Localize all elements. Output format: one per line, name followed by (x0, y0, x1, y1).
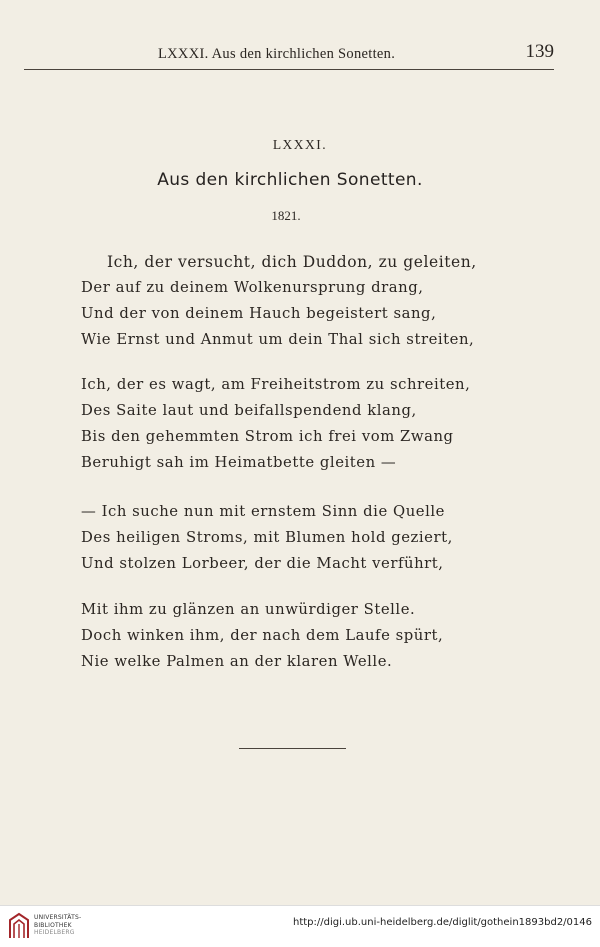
library-name-line: BIBLIOTHEK (34, 921, 72, 929)
poem-line: Mit ihm zu glänzen an unwürdiger Stelle. (81, 601, 416, 618)
source-url-link[interactable]: http://digi.ub.uni-heidelberg.de/diglit/gothein1893bd2/0146 (292, 917, 592, 928)
heidelberg-library-logo-icon (8, 912, 30, 940)
poem-line: Doch winken ihm, der nach dem Laufe spürt, (81, 627, 444, 644)
poem-line: Ich, der versucht, dich Duddon, zu geleiten, (107, 253, 477, 271)
poem-line: Ich, der es wagt, am Freiheitstrom zu schreiten, (81, 376, 471, 393)
library-name (34, 914, 94, 937)
library-name-line: HEIDELBERG (34, 929, 75, 936)
poem-year: 1821. (271, 208, 301, 223)
viewer-footer (0, 905, 600, 947)
poem-line: Und der von deinem Hauch begeistert sang, (81, 305, 437, 322)
poem-line: — Ich suche nun mit ernstem Sinn die Quelle (81, 503, 445, 520)
poem-line: Bis den gehemmten Strom ich frei vom Zwang (81, 428, 454, 445)
poem-title: Aus den kirchlichen Sonetten. (157, 170, 423, 190)
poem-line: Wie Ernst und Anmut um dein Thal sich streiten, (81, 331, 475, 348)
poem-line: Und stolzen Lorbeer, der die Macht verführt, (81, 555, 444, 572)
page-number: 139 (525, 41, 554, 62)
poem-line: Beruhigt sah im Heimatbette gleiten — (81, 454, 397, 471)
end-rule (239, 748, 346, 749)
stanza-3 (81, 499, 521, 577)
poem-line: Nie welke Palmen an der klaren Welle. (81, 653, 393, 670)
stanza-4 (81, 597, 521, 675)
stanza-2 (81, 372, 521, 476)
running-head-title: LXXXI. Aus den kirchlichen Sonetten. (158, 46, 396, 62)
stanza-1 (81, 249, 521, 353)
poem-line: Der auf zu deinem Wolkenursprung drang, (81, 279, 424, 296)
poem-line: Des heiligen Stroms, mit Blumen hold geziert, (81, 529, 453, 546)
poem-number: LXXXI. (272, 137, 328, 152)
header-rule (24, 69, 554, 70)
library-name-line: UNIVERSITÄTS- (34, 914, 82, 921)
poem-line: Des Saite laut und beifallspendend klang, (81, 402, 417, 419)
